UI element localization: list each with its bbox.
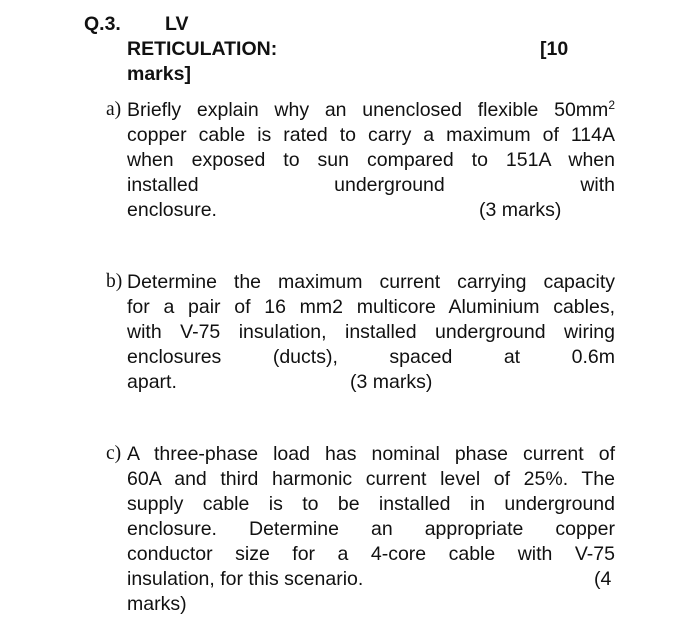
- part-c-line-2: 60A and third harmonic current level of 25%. The: [127, 468, 615, 490]
- part-c-marks-close: marks): [127, 593, 187, 615]
- part-c-line-6: insulation, for this scenario.: [127, 568, 364, 590]
- part-c-marks-open: (4: [594, 568, 612, 590]
- question-number: Q.3.: [84, 13, 121, 35]
- part-c-marker: c): [106, 443, 122, 464]
- part-c-line-3: supply cable is to be installed in underground: [127, 493, 615, 515]
- part-b-line-2: for a pair of 16 mm2 multicore Aluminium cables,: [127, 296, 615, 318]
- part-a-marker: a): [106, 99, 122, 120]
- part-a-marks: (3 marks): [479, 199, 562, 221]
- part-a-line-4: installed underground with: [127, 174, 615, 196]
- superscript-2: 2: [608, 98, 615, 112]
- part-b-line-1: Determine the maximum current carrying capacity: [127, 271, 615, 293]
- question-title-part1: LV: [165, 13, 189, 35]
- part-a-line-1: Briefly explain why an unenclosed flexible $50mm^2$: [127, 98, 615, 121]
- part-b-marker: b): [106, 271, 123, 292]
- question-marks-open: [10: [540, 38, 569, 60]
- question-marks-close: marks]: [127, 63, 191, 85]
- part-c-line-5: conductor size for a 4-core cable with V-75: [127, 543, 615, 565]
- part-a-line-5: enclosure.: [127, 199, 217, 221]
- part-c-line-1: A three-phase load has nominal phase current of: [127, 443, 615, 465]
- part-b-line-3: with V-75 insulation, installed underground wiring: [127, 321, 615, 343]
- part-b-line-4: enclosures (ducts), spaced at 0.6m: [127, 346, 615, 368]
- part-c-line-4: enclosure. Determine an appropriate copper: [127, 518, 615, 540]
- question-title-part2: RETICULATION:: [127, 38, 278, 60]
- part-a-line-2: copper cable is rated to carry a maximum of 114A: [127, 124, 615, 146]
- part-a-line-3: when exposed to sun compared to 151A when: [127, 149, 615, 171]
- part-b-line-5: apart.: [127, 371, 177, 393]
- part-b-marks: (3 marks): [350, 371, 433, 393]
